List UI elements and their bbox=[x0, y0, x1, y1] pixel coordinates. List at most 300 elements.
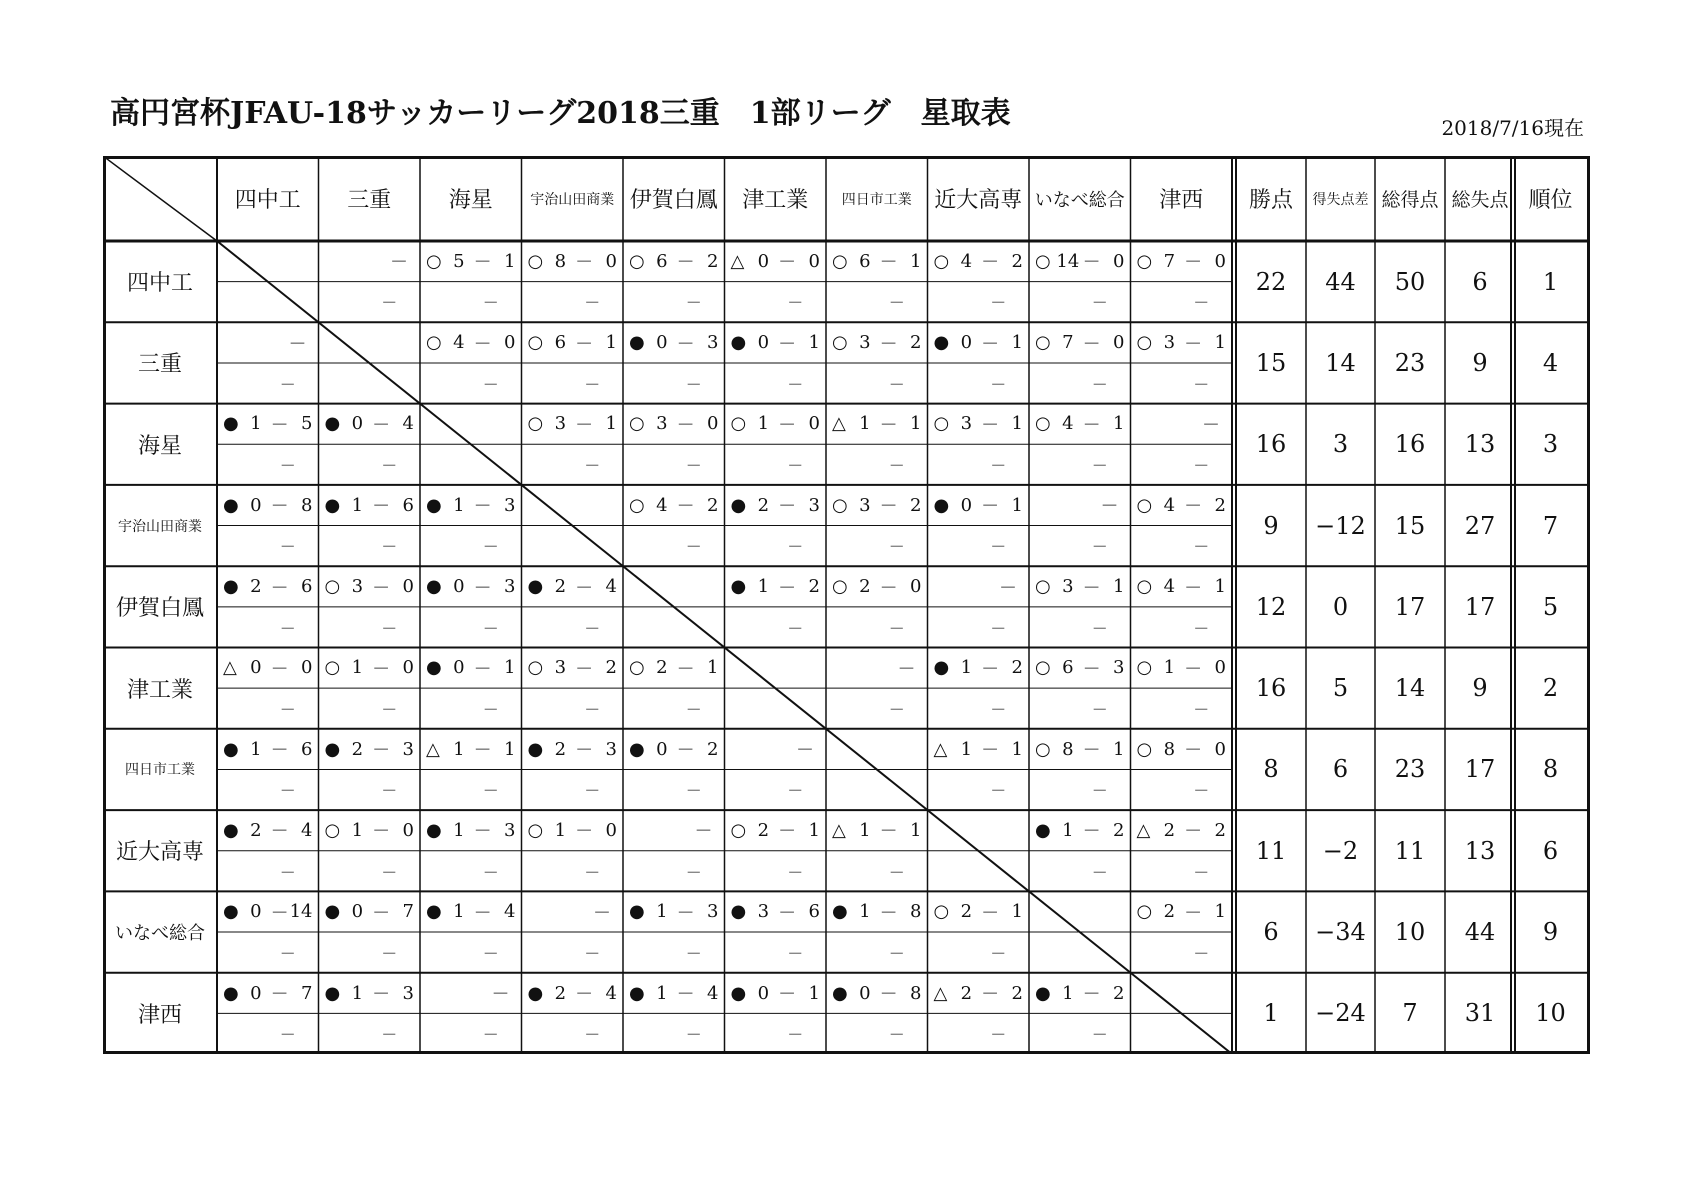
away-score: 1 bbox=[1214, 332, 1226, 354]
home-score: 2 bbox=[554, 982, 567, 1004]
match-pending bbox=[928, 566, 1030, 607]
second-leg-dash: － bbox=[888, 374, 905, 394]
match-result bbox=[623, 973, 725, 1014]
match-result bbox=[826, 973, 928, 1014]
stat-header-label: 得失点差 bbox=[1312, 191, 1369, 208]
second-leg-dash: － bbox=[888, 456, 905, 476]
match-result bbox=[522, 241, 624, 282]
stat-number: 16 bbox=[1255, 674, 1287, 703]
match-second-leg bbox=[217, 526, 319, 567]
result-mark: ○ bbox=[1035, 250, 1051, 272]
match-second-leg bbox=[928, 769, 1030, 810]
second-leg-dash: － bbox=[685, 781, 702, 801]
home-score: 2 bbox=[960, 982, 973, 1004]
score-separator: － bbox=[1184, 333, 1203, 355]
result-mark: ○ bbox=[527, 413, 544, 435]
page-title: 高円宮杯JFAU-18サッカーリーグ2018三重 1部リーグ 星取表 bbox=[110, 96, 1011, 131]
second-leg-dash: － bbox=[279, 943, 296, 963]
score-separator: － bbox=[575, 252, 594, 274]
home-score: 0 bbox=[250, 901, 262, 923]
result-mark: ● bbox=[832, 982, 848, 1004]
score-separator: － bbox=[981, 658, 1000, 680]
result-mark: ○ bbox=[1136, 332, 1153, 354]
stat-value bbox=[1306, 322, 1375, 403]
row-header-team bbox=[103, 241, 217, 322]
home-score: 2 bbox=[250, 576, 262, 597]
stat-number: 16 bbox=[1394, 430, 1426, 459]
score-separator: － bbox=[778, 333, 797, 355]
match-second-leg bbox=[522, 444, 624, 485]
match-result bbox=[725, 810, 827, 851]
stat-value bbox=[1236, 891, 1306, 972]
stat-value bbox=[1445, 322, 1515, 403]
stat-value bbox=[1445, 891, 1515, 972]
stat-number: 17 bbox=[1464, 755, 1496, 784]
match-second-leg bbox=[928, 444, 1030, 485]
second-leg-dash: － bbox=[1193, 456, 1210, 476]
match-second-leg bbox=[725, 282, 827, 323]
home-score: 1 bbox=[453, 901, 465, 923]
match-second-leg bbox=[522, 769, 624, 810]
row-header-team bbox=[103, 322, 217, 403]
column-header-team bbox=[217, 156, 319, 241]
score-separator: － bbox=[879, 577, 898, 599]
second-leg-dash: － bbox=[381, 699, 398, 719]
match-result bbox=[826, 891, 928, 932]
away-score: 0 bbox=[808, 413, 820, 435]
match-second-leg bbox=[420, 363, 522, 404]
away-score: 2 bbox=[1011, 250, 1023, 272]
second-leg-dash: － bbox=[279, 537, 296, 557]
match-second-leg bbox=[1029, 688, 1131, 729]
match-result bbox=[826, 241, 928, 282]
match-result bbox=[420, 485, 522, 526]
match-result bbox=[928, 322, 1030, 363]
score-separator: － bbox=[372, 821, 391, 843]
match-result bbox=[623, 485, 725, 526]
score-separator: － bbox=[575, 984, 594, 1005]
away-score: 6 bbox=[301, 576, 313, 597]
stat-number: 17 bbox=[1464, 592, 1496, 621]
row-header-label: 宇治山田商業 bbox=[118, 518, 202, 535]
match-result bbox=[217, 404, 319, 445]
second-leg-dash: － bbox=[787, 293, 804, 313]
result-mark: ○ bbox=[1136, 250, 1153, 272]
away-score: 1 bbox=[910, 413, 922, 435]
away-score: 3 bbox=[707, 901, 719, 923]
pending-dash: － bbox=[1202, 414, 1220, 436]
second-leg-dash: － bbox=[381, 456, 398, 476]
stat-value bbox=[1236, 648, 1306, 729]
second-leg-dash: － bbox=[990, 537, 1007, 557]
standings-table bbox=[103, 156, 1590, 1054]
stat-number: 22 bbox=[1255, 267, 1287, 296]
home-score: 3 bbox=[554, 657, 567, 679]
home-score: 0 bbox=[656, 738, 668, 760]
match-second-leg bbox=[623, 282, 725, 323]
second-leg-dash: － bbox=[1091, 699, 1108, 719]
stat-number: 5 bbox=[1332, 674, 1349, 703]
match-second-leg bbox=[725, 607, 827, 648]
match-second-leg bbox=[319, 932, 421, 973]
stat-value bbox=[1515, 241, 1586, 322]
score-separator: － bbox=[676, 333, 695, 355]
column-header-label: 海星 bbox=[448, 188, 493, 213]
second-leg-dash: － bbox=[787, 862, 804, 882]
score-separator: － bbox=[575, 740, 594, 762]
result-mark: ○ bbox=[629, 250, 645, 272]
match-second-leg bbox=[217, 363, 319, 404]
column-header-label: 伊賀白鳳 bbox=[629, 188, 718, 213]
match-second-leg bbox=[1029, 851, 1131, 892]
home-score: 1 bbox=[859, 819, 871, 841]
result-mark: ● bbox=[730, 576, 747, 597]
home-score: 1 bbox=[1163, 657, 1176, 679]
second-leg-dash: － bbox=[787, 943, 804, 963]
match-second-leg bbox=[420, 851, 522, 892]
home-score: 1 bbox=[757, 576, 770, 597]
score-separator: － bbox=[676, 252, 695, 274]
result-mark: ○ bbox=[1035, 738, 1051, 760]
score-separator: － bbox=[879, 821, 898, 843]
match-result bbox=[725, 322, 827, 363]
away-score: 0 bbox=[1214, 250, 1226, 272]
second-leg-dash: － bbox=[584, 862, 601, 882]
away-score: 2 bbox=[1011, 657, 1023, 679]
away-score: 1 bbox=[504, 738, 516, 760]
home-score: 1 bbox=[960, 738, 973, 760]
match-second-leg bbox=[1029, 526, 1131, 567]
score-separator: － bbox=[575, 658, 594, 680]
second-leg-dash: － bbox=[482, 699, 499, 719]
stat-number: 9 bbox=[1472, 674, 1488, 703]
match-result bbox=[928, 648, 1030, 689]
match-result bbox=[522, 566, 624, 607]
result-mark: ● bbox=[426, 901, 442, 923]
match-result bbox=[522, 729, 624, 770]
score-separator: － bbox=[879, 414, 898, 436]
second-leg-dash: － bbox=[1091, 374, 1108, 394]
second-leg-dash: － bbox=[990, 1025, 1007, 1045]
match-second-leg bbox=[623, 769, 725, 810]
away-score: 6 bbox=[402, 494, 414, 516]
away-score: 1 bbox=[910, 250, 922, 272]
result-mark: ○ bbox=[1136, 576, 1153, 597]
column-header-label: 近大高専 bbox=[934, 188, 1023, 213]
away-score: 1 bbox=[910, 819, 922, 841]
stat-value bbox=[1375, 404, 1445, 485]
score-separator: － bbox=[1082, 333, 1101, 355]
score-separator: － bbox=[676, 902, 695, 924]
home-score: 0 bbox=[351, 901, 364, 923]
match-result bbox=[826, 322, 928, 363]
second-leg-dash: － bbox=[279, 456, 296, 476]
away-score: 6 bbox=[808, 901, 820, 923]
home-score: 0 bbox=[656, 332, 668, 354]
match-second-leg bbox=[522, 363, 624, 404]
score-separator: － bbox=[981, 252, 1000, 274]
result-mark: ● bbox=[324, 494, 341, 516]
match-pending bbox=[420, 973, 522, 1014]
away-score: 1 bbox=[1011, 494, 1023, 516]
score-separator: － bbox=[372, 984, 391, 1005]
home-score: 7 bbox=[1163, 250, 1176, 272]
match-result bbox=[623, 241, 725, 282]
match-second-leg bbox=[623, 363, 725, 404]
second-leg-dash: － bbox=[1193, 699, 1210, 719]
match-result bbox=[1131, 485, 1233, 526]
result-mark: ○ bbox=[324, 576, 341, 597]
score-separator: － bbox=[473, 577, 492, 599]
result-mark: ● bbox=[324, 982, 341, 1004]
match-result bbox=[623, 648, 725, 689]
stat-number: 4 bbox=[1542, 348, 1559, 377]
stat-value bbox=[1375, 973, 1445, 1054]
stat-value bbox=[1445, 729, 1515, 810]
match-second-leg bbox=[217, 851, 319, 892]
stat-value bbox=[1515, 485, 1586, 566]
stat-number: 13 bbox=[1464, 836, 1496, 865]
stat-number: 17 bbox=[1394, 592, 1426, 621]
row-header-team bbox=[103, 648, 217, 729]
score-separator: － bbox=[778, 902, 797, 924]
stat-value bbox=[1515, 404, 1586, 485]
second-leg-dash: － bbox=[787, 537, 804, 557]
match-second-leg bbox=[826, 282, 928, 323]
match-second-leg bbox=[826, 932, 928, 973]
second-leg-dash: － bbox=[279, 618, 296, 638]
column-header-team bbox=[928, 156, 1030, 241]
stat-value bbox=[1445, 485, 1515, 566]
away-score: 0 bbox=[1214, 738, 1226, 760]
match-result bbox=[1131, 241, 1233, 282]
match-second-leg bbox=[826, 363, 928, 404]
score-separator: － bbox=[473, 821, 492, 843]
home-score: 2 bbox=[1163, 819, 1176, 841]
match-result bbox=[420, 241, 522, 282]
second-leg-dash: － bbox=[685, 374, 702, 394]
match-result bbox=[1131, 566, 1233, 607]
result-mark: ● bbox=[933, 332, 950, 354]
home-score: 1 bbox=[1062, 982, 1074, 1004]
match-second-leg bbox=[522, 688, 624, 729]
stat-header bbox=[1306, 156, 1375, 241]
match-result bbox=[1131, 648, 1233, 689]
match-result bbox=[725, 891, 827, 932]
second-leg-dash: － bbox=[888, 699, 905, 719]
second-leg-dash: － bbox=[990, 781, 1007, 801]
column-header-label: 津工業 bbox=[742, 188, 809, 213]
match-second-leg bbox=[420, 932, 522, 973]
match-result bbox=[217, 729, 319, 770]
result-mark: ● bbox=[933, 657, 950, 679]
home-score: 1 bbox=[453, 494, 465, 516]
match-second-leg bbox=[522, 607, 624, 648]
match-result bbox=[319, 485, 421, 526]
row-header-label: 津西 bbox=[137, 1002, 182, 1028]
match-second-leg bbox=[1029, 1013, 1131, 1054]
match-result bbox=[522, 648, 624, 689]
stat-number: 3 bbox=[1542, 430, 1559, 459]
stat-number: 8 bbox=[1542, 755, 1559, 784]
home-score: 6 bbox=[1062, 657, 1074, 679]
second-leg-dash: － bbox=[1091, 1025, 1108, 1045]
home-score: 8 bbox=[554, 250, 567, 272]
match-result bbox=[319, 404, 421, 445]
second-leg-dash: － bbox=[279, 699, 296, 719]
score-separator: － bbox=[879, 496, 898, 518]
as-of-date: 2018/7/16現在 bbox=[1441, 116, 1584, 140]
second-leg-dash: － bbox=[685, 862, 702, 882]
result-mark: ○ bbox=[629, 494, 645, 516]
stat-header-label: 総失点 bbox=[1451, 189, 1509, 211]
second-leg-dash: － bbox=[381, 943, 398, 963]
result-mark: ● bbox=[1035, 982, 1051, 1004]
row-header-label: 近大高専 bbox=[115, 840, 204, 866]
match-second-leg bbox=[420, 769, 522, 810]
away-score: 2 bbox=[1214, 819, 1226, 841]
column-header-label: 宇治山田商業 bbox=[530, 191, 615, 208]
away-score: 3 bbox=[504, 819, 516, 841]
away-score: 4 bbox=[605, 576, 617, 597]
stat-value bbox=[1306, 566, 1375, 647]
home-score: 14 bbox=[1056, 250, 1080, 272]
match-second-leg bbox=[826, 851, 928, 892]
home-score: 6 bbox=[859, 250, 871, 272]
column-header-team bbox=[826, 156, 928, 241]
second-leg-dash: － bbox=[584, 456, 601, 476]
match-pending bbox=[522, 891, 624, 932]
match-second-leg bbox=[319, 769, 421, 810]
stat-number: 27 bbox=[1464, 511, 1496, 540]
stat-value bbox=[1236, 241, 1306, 322]
second-leg-dash: － bbox=[279, 862, 296, 882]
match-second-leg bbox=[623, 932, 725, 973]
result-mark: ○ bbox=[832, 250, 848, 272]
second-leg-dash: － bbox=[584, 1025, 601, 1045]
home-score: 0 bbox=[250, 494, 262, 516]
score-separator: － bbox=[778, 821, 797, 843]
second-leg-dash: － bbox=[381, 618, 398, 638]
match-second-leg bbox=[522, 851, 624, 892]
row-header-team bbox=[103, 485, 217, 566]
stat-value bbox=[1445, 404, 1515, 485]
stat-value bbox=[1375, 566, 1445, 647]
match-result bbox=[1029, 566, 1131, 607]
match-second-leg bbox=[623, 444, 725, 485]
score-separator: － bbox=[879, 984, 898, 1005]
match-second-leg bbox=[522, 1013, 624, 1054]
second-leg-dash: － bbox=[888, 1025, 905, 1045]
away-score: 1 bbox=[1113, 413, 1125, 435]
home-score: 1 bbox=[554, 819, 567, 841]
score-separator: － bbox=[270, 414, 289, 436]
match-second-leg bbox=[1029, 444, 1131, 485]
match-result bbox=[522, 973, 624, 1014]
home-score: 1 bbox=[656, 982, 668, 1004]
away-score: 1 bbox=[808, 982, 820, 1004]
pending-dash: － bbox=[1100, 496, 1119, 518]
match-result bbox=[217, 485, 319, 526]
match-second-leg bbox=[319, 607, 421, 648]
stat-value bbox=[1375, 485, 1445, 566]
match-result bbox=[217, 973, 319, 1014]
stat-value bbox=[1375, 648, 1445, 729]
second-leg-dash: － bbox=[381, 293, 398, 313]
match-second-leg bbox=[1131, 851, 1233, 892]
stat-value bbox=[1375, 322, 1445, 403]
match-second-leg bbox=[522, 282, 624, 323]
pending-dash: － bbox=[694, 821, 713, 843]
match-result bbox=[522, 404, 624, 445]
second-leg-dash: － bbox=[381, 537, 398, 557]
score-separator: － bbox=[981, 333, 1000, 355]
stat-value bbox=[1236, 322, 1306, 403]
stat-number: 14 bbox=[1394, 674, 1426, 703]
match-second-leg bbox=[725, 932, 827, 973]
result-mark: △ bbox=[1136, 819, 1151, 841]
stat-value bbox=[1515, 973, 1586, 1054]
result-mark: ○ bbox=[832, 494, 848, 516]
home-score: 7 bbox=[1062, 332, 1074, 354]
home-score: 0 bbox=[453, 657, 465, 679]
home-score: 0 bbox=[453, 576, 465, 597]
result-mark: ● bbox=[223, 413, 239, 435]
match-second-leg bbox=[725, 1013, 827, 1054]
second-leg-dash: － bbox=[1091, 781, 1108, 801]
score-separator: － bbox=[1184, 496, 1203, 518]
match-second-leg bbox=[725, 444, 827, 485]
home-score: 8 bbox=[1163, 738, 1176, 760]
match-result bbox=[1131, 810, 1233, 851]
score-separator: － bbox=[778, 984, 797, 1005]
match-second-leg bbox=[928, 932, 1030, 973]
stat-number: 1 bbox=[1263, 999, 1279, 1028]
match-result bbox=[1029, 729, 1131, 770]
score-separator: － bbox=[879, 902, 898, 924]
column-header-label: 四日市工業 bbox=[841, 191, 912, 208]
match-second-leg bbox=[623, 851, 725, 892]
pending-dash: － bbox=[999, 577, 1017, 599]
second-leg-dash: － bbox=[685, 537, 702, 557]
home-score: 1 bbox=[859, 901, 871, 923]
home-score: 2 bbox=[1163, 901, 1176, 923]
match-second-leg bbox=[1131, 363, 1233, 404]
result-mark: ○ bbox=[629, 413, 645, 435]
pending-dash: － bbox=[491, 984, 510, 1005]
stat-number: 12 bbox=[1255, 592, 1287, 621]
stat-header bbox=[1515, 156, 1586, 241]
away-score: 4 bbox=[301, 819, 313, 841]
stat-value bbox=[1375, 729, 1445, 810]
match-result bbox=[217, 810, 319, 851]
score-separator: － bbox=[1082, 821, 1101, 843]
match-result bbox=[217, 566, 319, 607]
score-separator: － bbox=[879, 252, 898, 274]
result-mark: ○ bbox=[1136, 494, 1153, 516]
stat-number: 15 bbox=[1394, 511, 1426, 540]
second-leg-dash: － bbox=[1193, 781, 1210, 801]
pending-dash: － bbox=[390, 252, 408, 274]
match-second-leg bbox=[623, 526, 725, 567]
match-pending bbox=[826, 648, 928, 689]
match-second-leg bbox=[826, 526, 928, 567]
match-result bbox=[725, 404, 827, 445]
result-mark: ○ bbox=[527, 332, 544, 354]
score-separator: － bbox=[473, 496, 492, 518]
second-leg-dash: － bbox=[888, 862, 905, 882]
score-separator: － bbox=[372, 658, 391, 680]
